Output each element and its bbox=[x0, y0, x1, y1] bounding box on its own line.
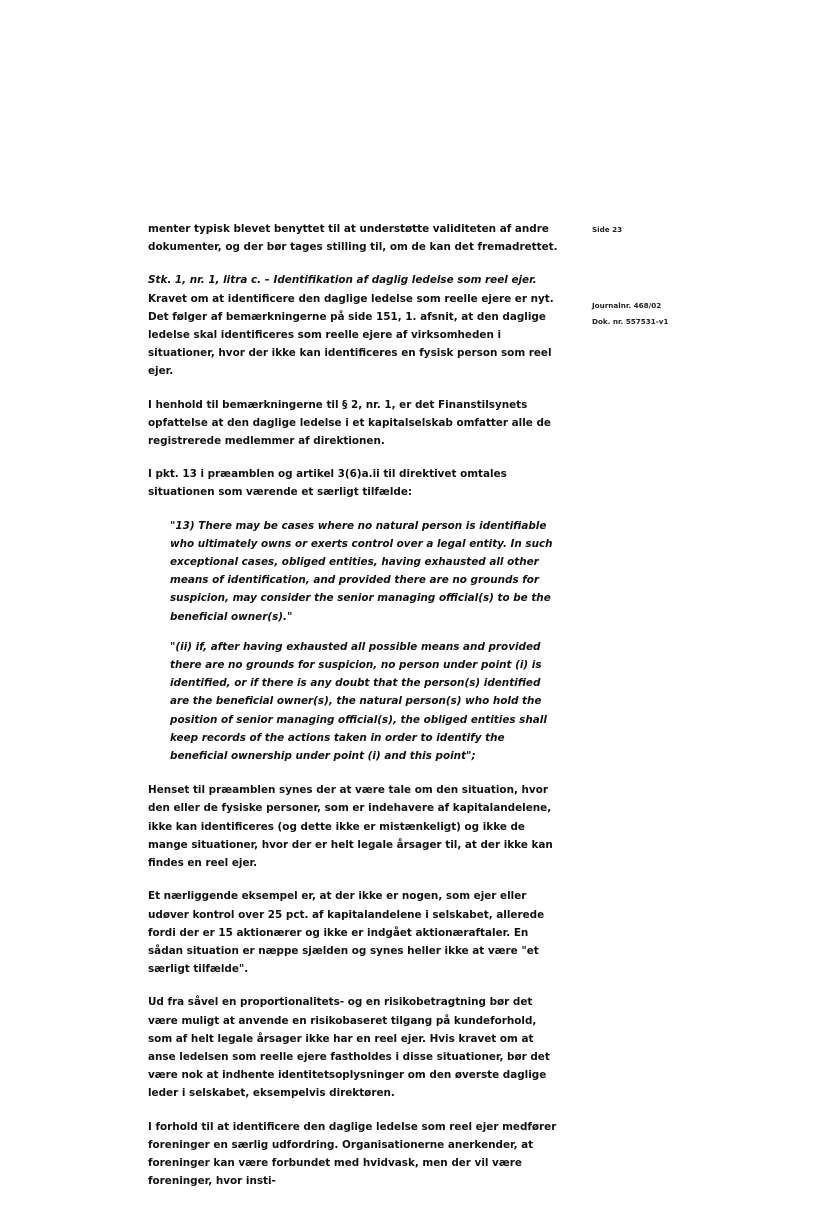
body-text bbox=[148, 220, 558, 1205]
journal-number: Journalnr. 468/02 bbox=[592, 301, 662, 310]
paragraph-8: I forhold til at identificere den daglige ledelse som reel ejer medfører foreninger en særlig udfordring. Organisationerne anerkender, at foreninger kan være forbundet med hvidvask, men der vil være foreninger, hvor insti- bbox=[148, 1120, 557, 1188]
page-number: Side 23 bbox=[592, 225, 623, 234]
quote-article: "(ii) if, after having exhausted all possible means and provided there are no grounds for suspicion, no person under point (i) is identified, or if there is any doubt that the person(s) identified are the beneficial owner(s), the natural person(s) who hold the position of senior managing official(s), the obliged entities shall keep records of the actions taken in order to identify the beneficial ownership under point (i) and this point"; bbox=[170, 640, 547, 763]
paragraph-6: Et nærliggende eksempel er, at der ikke er nogen, som ejer eller udøver kontrol over 25 pct. af kapitalandelene i selskabet, allerede fordi der er 15 aktionærer og ikke er indgået aktionæraftaler. En sådan situation er næppe sjælden og synes heller ikke at være "et særligt tilfælde". bbox=[148, 890, 545, 976]
paragraph-2-text: Kravet om at identificere den daglige ledelse som reelle ejere er nyt. Det følger af bemærkningerne på side 151, 1. afsnit, at den daglige ledelse skal identificeres som reelle ejere af virksomheden i situationer, hvor der ikke kan identificeres en fysisk person som reel ejer. bbox=[148, 292, 554, 378]
paragraph-3: I henhold til bemærkningerne til § 2, nr. 1, er det Finanstilsynets opfattelse at den daglige ledelse i et kapitalselskab omfatter alle de registrerede medlemmer af direktionen. bbox=[148, 398, 551, 448]
paragraph-5: Henset til præamblen synes der at være tale om den situation, hvor den eller de fysiske personer, som er indehavere af kapitalandelene, ikke kan identificeres (og dette ikke er mistænkeligt) og ikke de mange situationer, hvor der er helt legale årsager til, at der ikke kan findes en reel ejer. bbox=[148, 784, 553, 870]
quote-preamble: "13) There may be cases where no natural person is identifiable who ultimately owns or exerts control over a legal entity. In such exceptional cases, obliged entities, having exhausted all other means of identification, and provided there are no grounds for suspicion, may consider the senior managing official(s) to be the beneficial owner(s)." bbox=[170, 519, 553, 623]
paragraph-7: Ud fra såvel en proportionalitets- og en risikobetragtning bør det være muligt at anvende en risikobaseret tilgang på kundeforhold, som af helt legale årsager ikke har en reel ejer. Hvis kravet om at anse ledelsen som reelle ejere fastholdes i disse situationer, bør det være nok at indhente identitetsoplysninger om den øverste daglige leder i selskabet, eksempelvis direktøren. bbox=[148, 996, 550, 1100]
paragraph-2 bbox=[148, 271, 558, 380]
paragraph-4: I pkt. 13 i præamblen og artikel 3(6)a.ii til direktivet omtales situationen som værende et særligt tilfælde: bbox=[148, 468, 507, 499]
document-number: Dok. nr. 557531-v1 bbox=[592, 317, 669, 326]
paragraph-1: menter typisk blevet benyttet til at understøtte validiteten af andre dokumenter, og der bør tages stilling til, om de kan det fremadrettet. bbox=[148, 223, 558, 254]
section-heading: Stk. 1, nr. 1, litra c. – Identifikation af daglig ledelse som reel ejer. bbox=[148, 274, 537, 287]
